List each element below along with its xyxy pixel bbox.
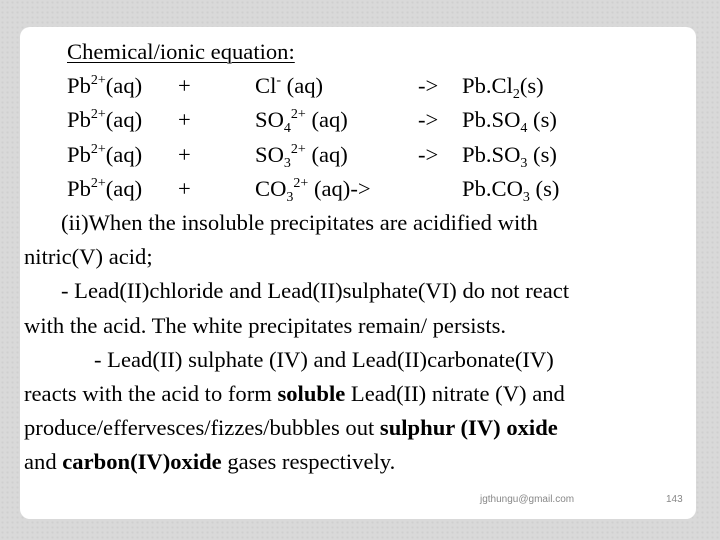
arrow: ->: [418, 141, 439, 167]
paragraph-line: - Lead(II) sulphate (IV) and Lead(II)carbonate(IV): [94, 346, 554, 372]
paragraph-line: - Lead(II)chloride and Lead(II)sulphate(VI) do not react: [61, 278, 570, 304]
paragraph-line: produce/effervesces/fizzes/bubbles out sulphur (IV) oxide: [24, 415, 558, 441]
product: $Pb.SO_4$ (s): [462, 107, 557, 137]
arrow: ->: [418, 107, 439, 133]
bold-term: sulphur (IV) oxide: [379, 415, 558, 441]
reactant-1: $Pb^{2+}(aq)$: [67, 175, 143, 201]
equation-row: [24, 103, 704, 137]
bold-term: soluble: [277, 380, 346, 406]
arrow: ->: [418, 73, 439, 99]
product: $Pb.SO_3$ (s): [462, 141, 557, 171]
heading: Chemical/ionic equation:: [67, 39, 295, 64]
product: $Pb.Cl_2(s)$: [462, 73, 544, 103]
footer-email: jgthungu@gmail.com: [480, 494, 575, 505]
reactant-2: Cl- (aq): [255, 73, 324, 99]
bold-term: carbon(IV)oxide: [62, 449, 222, 475]
reactant-2: $CO_3^{2+}$ (aq)->: [255, 175, 371, 205]
reactant-2: $SO_3^{2+}$ (aq): [255, 141, 348, 171]
product: $Pb.CO_3$ (s): [462, 175, 560, 205]
plus-sign: +: [178, 175, 191, 201]
reactant-1: $Pb^{2+}(aq)$: [67, 107, 143, 133]
page-number: 143: [666, 494, 683, 505]
plus-sign: +: [178, 73, 191, 99]
plus-sign: +: [178, 107, 191, 133]
paragraph-line: with the acid. The white precipitates remain/ persists.: [24, 312, 507, 338]
slide-content: [24, 35, 704, 479]
paragraph-line: and carbon(IV)oxide gases respectively.: [24, 449, 396, 475]
plus-sign: +: [178, 141, 191, 167]
reactant-1: $Pb^{2+}(aq)$: [67, 73, 143, 99]
reactant-1: $Pb^{2+}(aq)$: [67, 141, 143, 167]
equation-row: [24, 138, 704, 172]
paragraph-line: nitric(V) acid;: [24, 244, 153, 270]
equation-row: [24, 172, 704, 206]
paragraph-line: reacts with the acid to form soluble Lead(II) nitrate (V) and: [24, 380, 565, 406]
equation-row: [24, 69, 704, 103]
paragraph-line: (ii)When the insoluble precipitates are acidified with: [61, 209, 538, 235]
reactant-2: $SO_4^{2+}$ (aq): [255, 107, 348, 137]
